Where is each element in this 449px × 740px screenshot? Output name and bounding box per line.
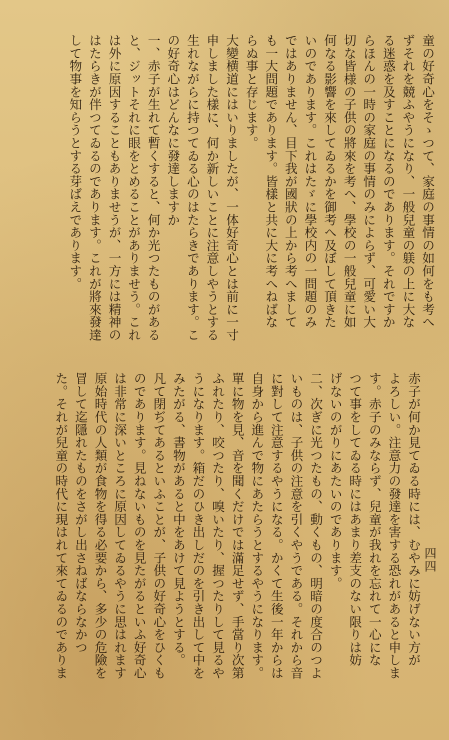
text-column: うになります。箱だのひき出しだのを引き出して中を — [190, 372, 206, 680]
text-column: 凡て閉ぢてあるといふことが、子供の好奇心をひくも — [151, 372, 167, 680]
text-column: 切な皆様の子供の將來を考へ、學校の一般兒童に如 — [341, 34, 357, 329]
text-column: 童の好奇心をそゝつて、家庭の事情の如何をも考へ — [420, 34, 435, 329]
text-column: も一大問題であります。皆樣と共に大に考へねばな — [263, 34, 279, 329]
text-column: に對して注意するやうになる。かくて生後一年からは — [268, 372, 284, 680]
text-column: 二、次ぎに光つたもの、動くもの、明暗の度合のつよ — [308, 372, 324, 680]
text-column: 赤子が何か見てゐる時には、むやみに妨げない方が — [406, 372, 421, 667]
text-column: 大變横道にはいりましたが、一体好奇心とは前に一寸 — [224, 34, 240, 342]
text-column: ずそれを競ふやうになり、一般兒童の躾の上に大な — [400, 34, 416, 329]
text-column: 申しました樣に、何か新しいことに注意しやうとする — [204, 34, 220, 342]
bottom-text-block — [51, 372, 423, 712]
text-column: みたがる、書物があると中をあけて見ようとする。 — [170, 372, 186, 667]
text-column: のであります。見ねないものを見たがるといふ好奇心 — [131, 372, 147, 680]
text-column: らほんの一時の家庭の事情のみによらず、可愛い大 — [361, 34, 377, 329]
text-column: 自身から進んで物にあたらうとするやうになります。 — [249, 372, 265, 680]
text-column: 原始時代の人類が食物を得る必要から、多少の危險を — [92, 372, 108, 680]
text-column: して物事を知らうとする芽ばえであります。 — [67, 34, 83, 290]
text-column: す。赤子のみならず、兒童が我れを忘れて一心にな — [366, 372, 382, 667]
text-column: の好奇心はどんなに發達しますか — [165, 34, 181, 226]
text-column: た。それが兒童の時代に現はれて來てゐるのでありま — [53, 372, 69, 680]
text-column: はたらきが伴つてゐるのであります。これが將來發達 — [86, 34, 102, 342]
text-column: 單に物を見、音を聞くだけでは滿足せず、手當り次第 — [229, 372, 245, 680]
text-column: 冒して迄隱れたものをさがし出さねばならなかつ — [72, 372, 88, 654]
text-column: と、ジットそれに眼をとめることがありませう。これ — [126, 34, 142, 342]
text-column: つて事をしてゐる時にはあまり差支のない限りは妨 — [347, 372, 363, 667]
text-column: よろしい。注意力の發達を害する恐れがあると申しま — [386, 372, 402, 680]
page-number: 四四 — [423, 547, 437, 573]
text-column: いのであります。これはたゞに學校内の一問題のみ — [302, 34, 318, 329]
text-column: ではありません、目下我が國狀の上から考へまして — [282, 34, 298, 329]
text-column: は外に原因することもありませうが、一方には精神の — [106, 34, 122, 342]
text-column: らぬ事と存じます。 — [243, 34, 259, 150]
text-column: 生れながらに持つてゐる心のはたらきであります。こ — [184, 34, 200, 342]
text-column: 一、赤子が生れて暫くすると、何か光つたものがある — [145, 34, 161, 342]
text-column: いものは、子供の注意を引くやうである。それから音 — [288, 372, 304, 680]
text-column: は非常に深いところに原因してゐるやうに思はれます — [112, 372, 128, 680]
text-column: げないのがりにあたいのであります。 — [327, 372, 343, 590]
top-text-block — [65, 34, 437, 356]
text-column: 何なる影響を來してゐるかを御考へ及ぼして頂きた — [322, 34, 338, 329]
text-column: る迷惑を及すことになるのであります。それですか — [380, 34, 396, 329]
text-column: ふれたり、咬つたり、嗅いたり、握つたりして見るや — [210, 372, 226, 680]
